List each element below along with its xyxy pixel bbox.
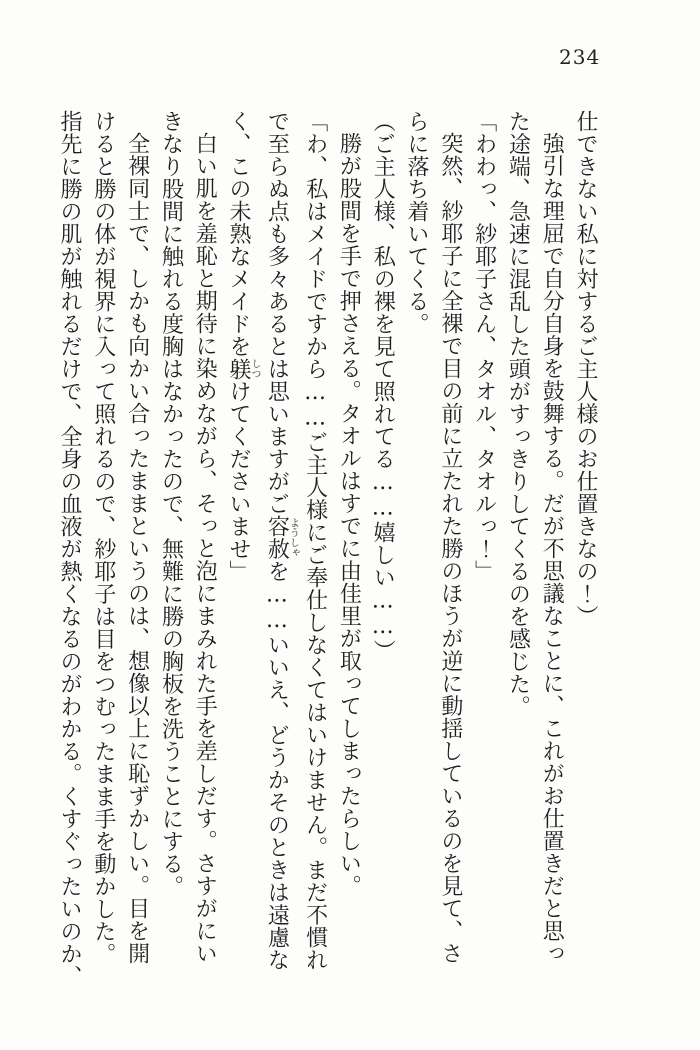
text-column: 勝が股間を手で押さえる。タオルはすでに由佳里が取ってしまったらしい。 xyxy=(336,132,362,897)
page-number: 234 xyxy=(559,45,601,69)
furigana-ruby: 容赦ようしゃ xyxy=(264,515,299,560)
text-column: 全裸同士で、しかも向かい合ったままというのは、想像以上に恥ずかしい。目を開 xyxy=(124,132,150,965)
text-column: 強引な理屈で自分自身を鼓舞する。だが不思議なことに、これがお仕置きだと思っ xyxy=(539,132,565,965)
text-column: た途端、急速に混乱した頭がすっきりしてくるのを感じた。 xyxy=(505,110,531,718)
text-column: 「わ、私はメイドですから……ご主人様にご奉仕しなくてはいけません。まだ不慣れ xyxy=(302,110,328,971)
text-column: 突然、紗耶子に全裸で目の前に立たれた勝のほうが逆に動揺しているのを見て、さ xyxy=(437,132,463,965)
body-text xyxy=(52,110,602,992)
text-column: 「わわっ、紗耶子さん、タオル、タオルっ！」 xyxy=(471,110,497,583)
text-column: 指先に勝の肌が触れるだけで、全身の血液が熱くなるのがわかる。くすぐったいのか、 xyxy=(57,110,83,988)
furigana-ruby: 躾しつ xyxy=(226,357,261,380)
text-column: きなり股間に触れる度胸はなかったので、無難に勝の胸板を洗うことにする。 xyxy=(158,110,184,898)
text-column: で至らぬ点も多々あるとは思いますがご容赦ようしゃを……いいえ、どうかそのときは遠慮な xyxy=(264,110,299,971)
text-column: けると勝の体が視界に入って照れるので、紗耶子は目をつむったまま手を動かした。 xyxy=(90,110,116,965)
text-column: 仕できない私に対するご主人様のお仕置きなの！） xyxy=(573,110,598,628)
text-column: （ご主人様、私の裸を見て照れてる……嬉しい……） xyxy=(370,110,396,662)
text-column: く、この未熟なメイドを躾しつけてくださいませ」 xyxy=(226,110,261,583)
text-column: らに落ち着いてくる。 xyxy=(404,110,430,335)
text-column: 白い肌を羞恥と期待に染めながら、そっと泡にまみれた手を差しだす。さすがにい xyxy=(192,132,218,965)
